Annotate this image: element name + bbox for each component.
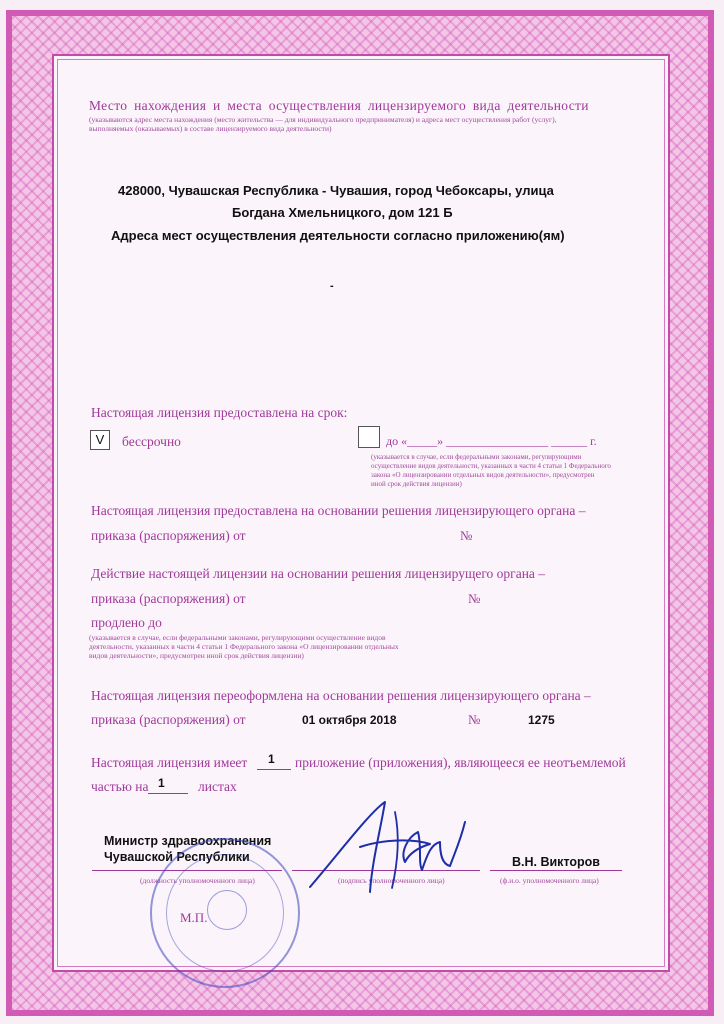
extended-until-label: продлено до <box>91 615 162 630</box>
signature-caption: (подпись уполномоченного лица) <box>338 876 445 885</box>
appendix-sheets-underline <box>148 793 188 794</box>
reissue-date: 01 октября 2018 <box>302 713 397 727</box>
appendix-line-2-b: листах <box>198 779 237 794</box>
address-line-1: 428000, Чувашская Республика - Чувашия, город Чебоксары, улица <box>118 183 554 198</box>
handwritten-signature <box>300 792 480 902</box>
extension-note-1: (указывается в случае, если федеральными законами, регулирующими осуществление видов <box>89 633 386 642</box>
appendix-line-2-a: частью на <box>91 779 149 794</box>
until-label: до «_____» _________________ ______ г. <box>386 434 597 448</box>
address-dash: - <box>330 280 334 292</box>
extension-line-2: приказа (распоряжения) от <box>91 591 246 606</box>
perpetual-checkbox[interactable]: V <box>90 430 110 450</box>
reissue-line-1: Настоящая лицензия переоформлена на основании решения лицензирующего органа – <box>91 688 591 703</box>
until-note-1: (указывается в случае, если федеральными законами, регулирующими <box>371 453 582 461</box>
appendix-count-underline <box>257 769 291 770</box>
extension-line-1: Действие настоящей лицензии на основании решения лицензирущего органа – <box>91 566 546 581</box>
until-note-2: осуществление видов деятельности, указанных в части 4 статьи 1 Федерального <box>371 462 611 470</box>
extension-number-sign: № <box>468 591 481 606</box>
until-checkbox[interactable] <box>358 426 380 448</box>
reissue-number: 1275 <box>528 713 555 727</box>
position-line-2: Чувашской Республики <box>104 850 250 864</box>
until-note-4: иной срок действия лицензии) <box>371 480 462 488</box>
address-line-2: Богдана Хмельницкого, дом 121 Б <box>232 205 453 220</box>
name-caption: (ф.и.о. уполномоченного лица) <box>500 876 599 885</box>
location-note-1: (указываются адрес места нахождения (место жительства — для индивидуального предпринимателя) и адреса мест осуществления работ (услуг), <box>89 115 557 124</box>
location-heading: Место нахождения и места осуществления лицензируемого вида деятельности <box>89 98 589 113</box>
extension-note-3: видов деятельности», предусмотрен иной срок действия лицензии) <box>89 651 304 660</box>
appendix-sheets: 1 <box>158 776 165 790</box>
name-underline <box>490 870 622 871</box>
stamp-place-label: М.П. <box>180 910 208 925</box>
appendix-line-1-b: приложение (приложения), являющееся ее неотъемлемой <box>295 755 626 770</box>
basis-line-2: приказа (распоряжения) от <box>91 528 246 543</box>
appendix-line-1-a: Настоящая лицензия имеет <box>91 755 248 770</box>
appendix-count: 1 <box>268 752 275 766</box>
reissue-line-2: приказа (распоряжения) от <box>91 712 246 727</box>
reissue-number-sign: № <box>468 712 481 727</box>
until-note-3: закона «О лицензировании отдельных видов деятельности», предусмотрен <box>371 471 595 479</box>
seal-emblem <box>207 890 247 930</box>
position-line-1: Министр здравоохранения <box>104 834 272 848</box>
signer-name: В.Н. Викторов <box>512 855 600 869</box>
extension-note-2: деятельности, указанных в части 4 статьи 1 Федерального закона «О лицензировании отдельных <box>89 642 399 651</box>
basis-line-1: Настоящая лицензия предоставлена на основании решения лицензирующего органа – <box>91 503 586 518</box>
basis-number-sign: № <box>460 528 473 543</box>
perpetual-label: бессрочно <box>122 434 181 449</box>
position-caption: (должность уполномоченного лица) <box>140 876 255 885</box>
location-note-2: выполняемых (оказываемых) в составе лицензируемого вида деятельности) <box>89 124 332 133</box>
address-line-3: Адреса мест осуществления деятельности согласно приложению(ям) <box>111 228 565 243</box>
official-seal <box>150 838 300 988</box>
term-heading: Настоящая лицензия предоставлена на срок: <box>91 405 348 420</box>
